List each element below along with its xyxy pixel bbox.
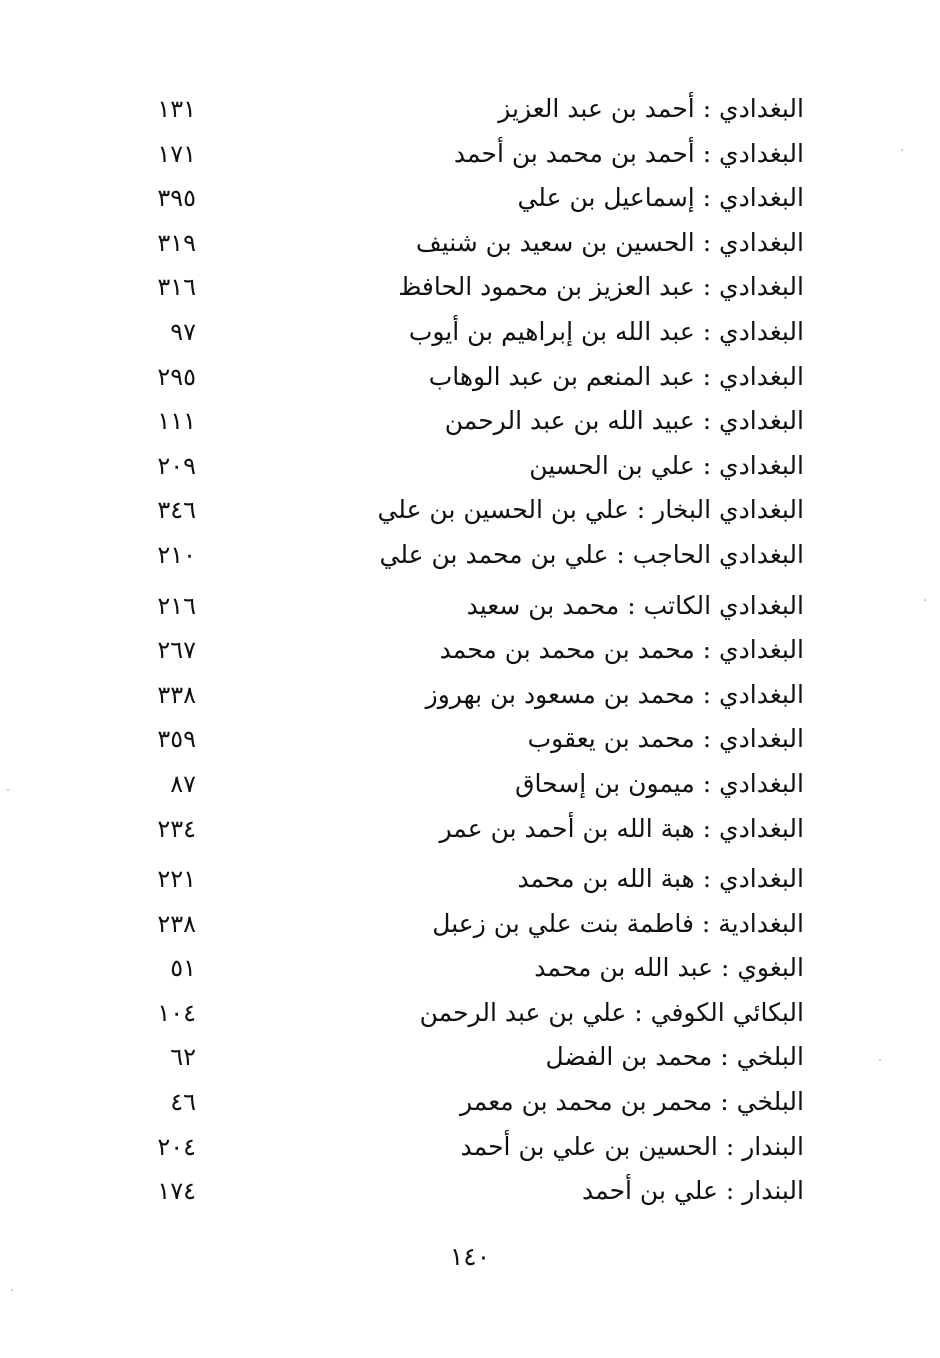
entry-page-number: ٢٣٨ (157, 909, 196, 938)
entry-name: البندار : الحسين بن علي بن أحمد (460, 1131, 804, 1161)
scan-speck (901, 149, 903, 151)
index-entry (140, 311, 812, 356)
index-entry (140, 808, 812, 853)
entry-name: البغدادي : محمد بن مسعود بن بهروز (425, 679, 804, 709)
entry-name: البغدادي : هبة الله بن أحمد بن عمر (439, 813, 804, 843)
entry-page-number: ٣١٩ (157, 228, 196, 257)
entry-name: البغوي : عبد الله بن محمد (534, 953, 804, 983)
entry-name: البغدادي : محمد بن يعقوب (527, 724, 804, 754)
scan-speck (879, 1059, 881, 1061)
entry-name: البندار : علي بن أحمد (582, 1176, 804, 1206)
entry-name: البغدادي : علي بن الحسين (529, 450, 804, 480)
index-entry (140, 763, 812, 808)
entry-page-number: ٣٣٨ (157, 680, 196, 709)
entry-page-number: ٢٠٩ (157, 451, 196, 480)
entry-name: البغدادي : عبد المنعم بن عبد الوهاب (428, 361, 804, 391)
index-entry (140, 629, 812, 674)
index-entry (140, 356, 812, 401)
entry-name: البكائي الكوفي : علي بن عبد الرحمن (419, 997, 804, 1027)
index-entry (140, 1036, 812, 1081)
scan-speck (7, 789, 9, 791)
page-number: ١٤٠ (449, 1242, 491, 1271)
entry-page-number: ٥١ (170, 954, 196, 983)
entry-page-number: ٢١٠ (157, 540, 196, 569)
entry-page-number: ٢٣٤ (157, 814, 196, 843)
entry-page-number: ٤٦ (170, 1088, 196, 1117)
index-entry (140, 585, 812, 630)
entry-page-number: ٦٢ (170, 1043, 196, 1072)
entry-page-number: ١٠٤ (157, 998, 196, 1027)
index-entry (140, 1170, 812, 1215)
entry-name: البلخي : محمر بن محمد بن معمر (459, 1087, 804, 1117)
index-entry (140, 1126, 812, 1171)
index-entry (140, 903, 812, 948)
entry-name: البغدادي : الحسين بن سعيد بن شنيف (415, 227, 804, 257)
index-entry (140, 222, 812, 267)
entry-page-number: ٨٧ (170, 769, 196, 798)
entry-name: البغدادي البخار : علي بن الحسين بن علي (377, 495, 804, 525)
entry-name: البلخي : محمد بن الفضل (545, 1042, 804, 1072)
entry-name: البغدادي : عبد العزيز بن محمود الحافظ (398, 272, 804, 302)
entry-name: البغدادي : إسماعيل بن علي (517, 183, 804, 213)
entry-name: البغدادية : فاطمة بنت علي بن زعبل (432, 908, 804, 938)
index-entry (140, 674, 812, 719)
index-entry (140, 992, 812, 1037)
index-list (140, 88, 812, 1215)
entry-name: البغدادي : هبة الله بن محمد (517, 864, 804, 894)
entry-name: البغدادي : ميمون بن إسحاق (515, 768, 804, 798)
index-entry (140, 266, 812, 311)
entry-page-number: ١١١ (157, 407, 196, 436)
index-entry (140, 534, 812, 579)
entry-page-number: ٢٢١ (157, 865, 196, 894)
entry-name: البغدادي الكاتب : محمد بن سعيد (466, 590, 804, 620)
entry-page-number: ٩٧ (170, 317, 196, 346)
scan-speck (924, 599, 926, 601)
scan-speck (11, 1289, 13, 1291)
entry-name: البغدادي : أحمد بن محمد بن أحمد (453, 138, 804, 168)
index-entry (140, 400, 812, 445)
entry-name: البغدادي : عبد الله بن إبراهيم بن أيوب (408, 316, 804, 346)
index-entry (140, 1081, 812, 1126)
entry-page-number: ٣٤٦ (157, 496, 196, 525)
entry-page-number: ١٣١ (157, 95, 196, 123)
entry-name: البغدادي : عبيد الله بن عبد الرحمن (444, 406, 804, 436)
entry-page-number: ٢١٦ (157, 591, 196, 620)
entry-page-number: ٣٥٩ (157, 725, 196, 754)
entry-page-number: ٢٩٥ (157, 362, 196, 391)
entry-page-number: ١٧٤ (157, 1177, 196, 1206)
entry-page-number: ٢٠٤ (157, 1132, 196, 1161)
index-entry (140, 445, 812, 490)
index-entry (140, 718, 812, 763)
entry-name: البغدادي : محمد بن محمد بن محمد (439, 635, 804, 665)
index-entry (140, 489, 812, 534)
index-entry (140, 133, 812, 178)
entry-name: البغدادي : أحمد بن عبد العزيز (498, 94, 804, 123)
index-entry (140, 88, 812, 133)
entry-page-number: ٣١٦ (157, 273, 196, 302)
index-entry (140, 177, 812, 222)
index-entry (140, 858, 812, 903)
entry-page-number: ١٧١ (157, 139, 196, 168)
entry-name: البغدادي الحاجب : علي بن محمد بن علي (379, 539, 804, 569)
entry-page-number: ٢٦٧ (157, 636, 196, 665)
index-entry (140, 947, 812, 992)
entry-page-number: ٣٩٥ (157, 184, 196, 213)
